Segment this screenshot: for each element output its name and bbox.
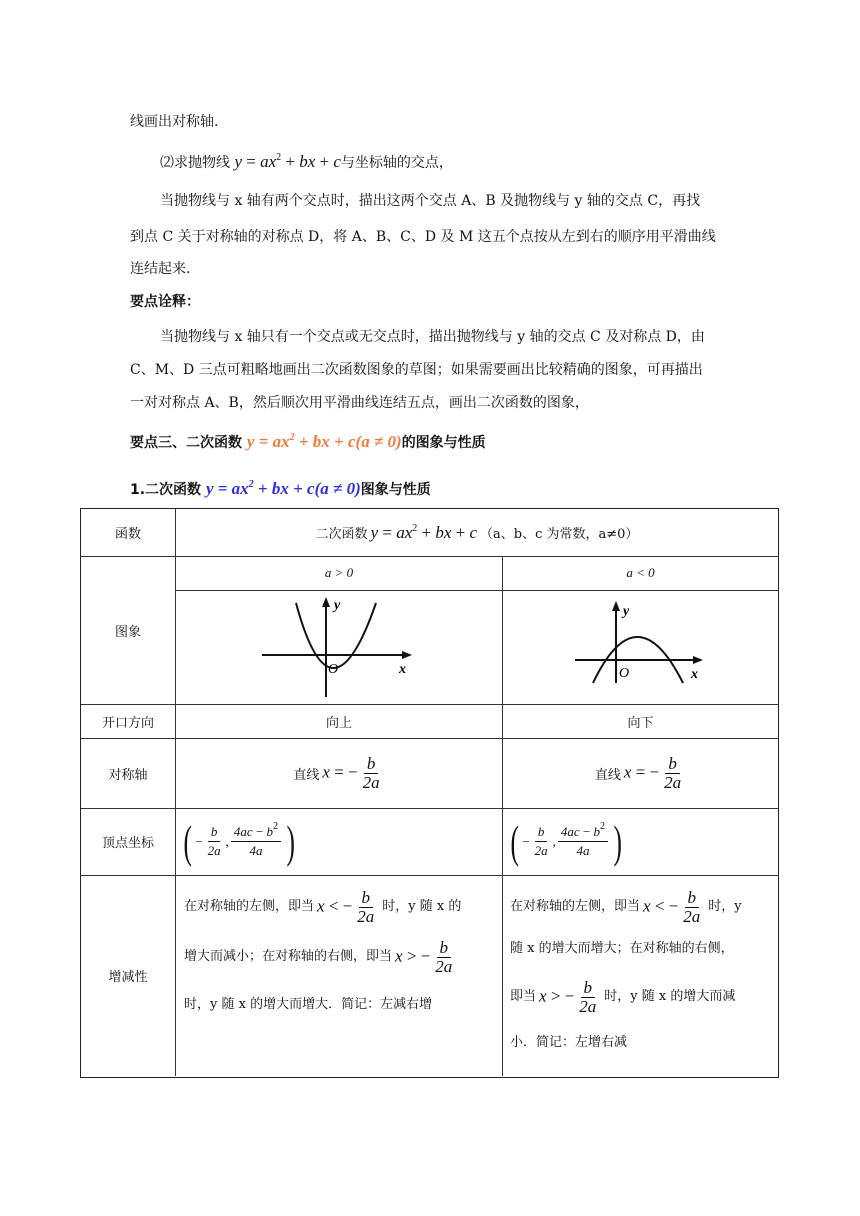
- section-formula: $y = ax^2$ + bx + c(a ≠ 0): [246, 432, 402, 451]
- row-graph-label: 图象: [114, 624, 141, 640]
- col-header-a-negative: a < 0: [626, 565, 655, 580]
- mono-negative: 在对称轴的左侧，即当 x < − $\frac{b}{2a}$ 时，y 随 x 的增大而增大；在对称轴的右侧， 即当 x > − $\frac{b}{2a}$ 时，y 随 x 的增大而减 小．简记：左增右减: [510, 887, 742, 1050]
- section-title-suffix: 的图象与性质: [401, 435, 486, 451]
- note-line-2: C、M、D 三点可粗略地画出二次函数图象的草图；如果需要画出比较精确的图象，可再描出: [130, 362, 703, 378]
- section-title: [130, 432, 730, 453]
- row-axis-label: 对称轴: [108, 767, 148, 783]
- axis-positive: [176, 738, 502, 808]
- vertex-negative: ( − $\frac{b}{2a}$ , $\frac{4ac - b^2}{4a}$ ): [510, 815, 622, 867]
- section-title-prefix: 要点三、二次函数: [130, 435, 242, 451]
- function-formula: $y = ax^2$ + bx + c: [370, 522, 478, 542]
- graph-pos-origin: O: [328, 662, 339, 677]
- graph-neg-origin: O: [619, 666, 630, 681]
- row-function-value: [176, 509, 778, 556]
- intro-line-2: [160, 152, 760, 173]
- para1-line-2: 到点 C 关于对称轴的对称点 D，将 A、B、C、D 及 M 这五个点按从左到右的顺序用平滑曲线: [130, 229, 716, 245]
- col-header-a-positive: a > 0: [324, 565, 354, 580]
- note-line-3: 一对对称点 A、B，然后顺次用平滑曲线连结五点，画出二次函数的图象，: [130, 395, 589, 411]
- intro-line-1: 线画出对称轴.: [130, 114, 219, 130]
- axis-positive-text: 直线: [293, 767, 320, 783]
- row-mono-label: 增减性: [108, 970, 148, 985]
- row-vertex-label: 顶点坐标: [101, 836, 154, 851]
- graph-neg-y-label: y: [623, 604, 630, 619]
- para1-line-1: 当抛物线与 x 轴有两个交点时，描出这两个交点 A、B 及抛物线与 y 轴的交点 C，再找: [160, 193, 701, 209]
- function-suffix: （a、b、c 为常数，a≠0）: [480, 527, 639, 542]
- subsection-formula: $y = ax^2$ + bx + c(a ≠ 0): [205, 479, 361, 498]
- vertex-positive: ( − $\frac{b}{2a}$ , $\frac{4ac - b^2}{4a}$ ): [183, 815, 295, 867]
- subsection-title: [130, 479, 730, 500]
- row-function-label: 函数: [114, 527, 141, 542]
- row-open-label: 开口方向: [101, 715, 154, 731]
- open-positive: 向上: [325, 715, 352, 731]
- axis-negative-text: 直线: [594, 767, 621, 783]
- intro-line-2-suffix: 与坐标轴的交点，: [340, 155, 453, 171]
- mono-positive: 在对称轴的左侧，即当 x < − $\frac{b}{2a}$ 时，y 随 x 的 增大而减小；在对称轴的右侧，即当 x > − $\frac{b}{2a}$ 时，y 随 x 的增大而增大．简记：左减右增: [184, 887, 462, 1012]
- function-prefix: 二次函数: [315, 527, 368, 542]
- graph-pos-x-label: x: [399, 662, 406, 677]
- open-negative: 向下: [627, 715, 654, 731]
- properties-table: [80, 508, 779, 1078]
- note-title: 要点诠释：: [130, 294, 200, 310]
- para1-line-3: 连结起来.: [130, 261, 191, 277]
- axis-negative-formula: x = − $\frac{b}{2a}$: [623, 753, 682, 792]
- graph-neg-x-label: x: [691, 667, 698, 682]
- graph-downward-parabola: [571, 593, 711, 703]
- intro-line-2-prefix: ⑵求抛物线: [160, 155, 230, 171]
- subsection-prefix: 1.二次函数: [130, 482, 202, 498]
- graph-upward-parabola: [256, 593, 426, 703]
- axis-positive-formula: x = − $\frac{b}{2a}$: [322, 753, 380, 792]
- formula-quadratic: $y = ax^2$ + bx + c: [234, 152, 341, 171]
- subsection-suffix: 图象与性质: [360, 482, 431, 498]
- axis-negative: [503, 738, 778, 808]
- note-line-1: 当抛物线与 x 轴只有一个交点或无交点时，描出抛物线与 y 轴的交点 C 及对称点 D，由: [160, 329, 705, 345]
- graph-pos-y-label: y: [334, 598, 341, 613]
